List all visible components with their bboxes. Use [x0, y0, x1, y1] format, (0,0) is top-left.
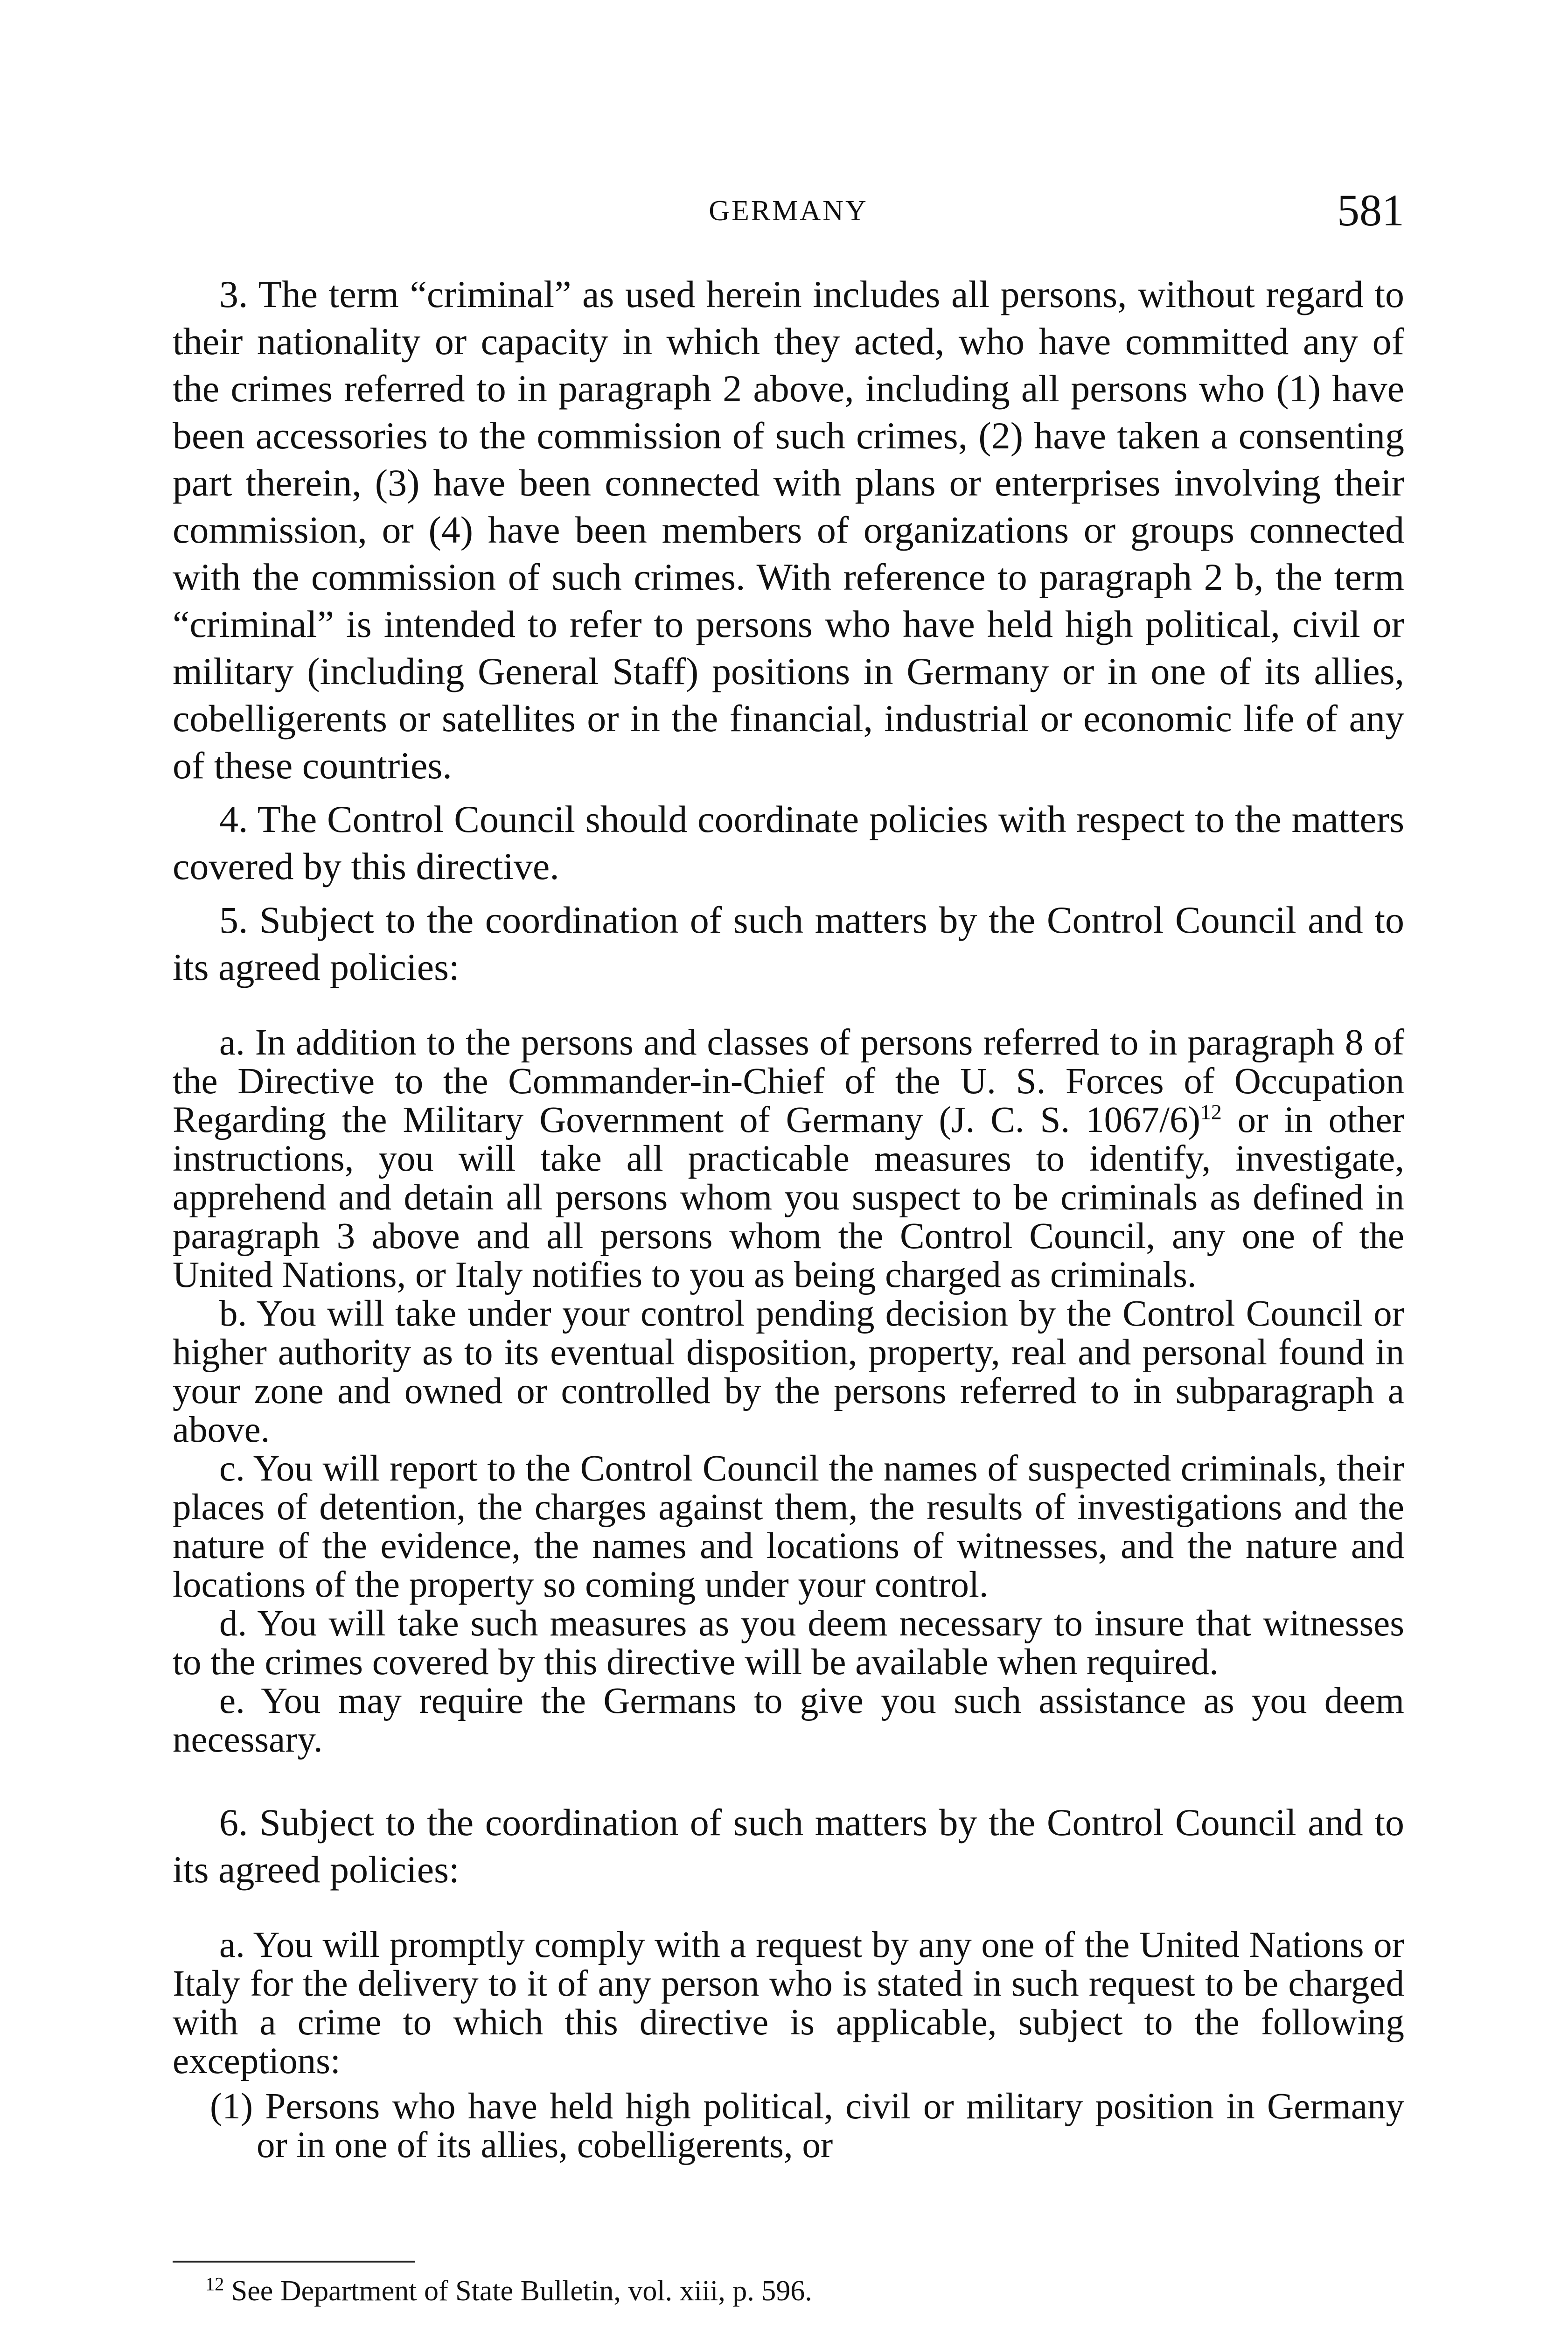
paragraph-6a-1: (1) Persons who have held high political, civil or military position in Germany or in one of its allies, cobelligerents, or	[210, 2086, 1404, 2165]
running-title: GERMANY	[709, 195, 868, 227]
paragraph-6a: a. You will promptly comply with a request by any one of the United Nations or Italy for the delivery to it of any person who is stated in such request to be charged with a crime to which this directive is applicable, subject to the following exceptions:	[173, 1925, 1404, 2082]
paragraph-5: 5. Subject to the coordination of such matters by the Control Council and to its agreed policies:	[173, 899, 1404, 988]
paragraph-5a-text-after: or in other instructions, you will take all practicable measures to identify, investigate, apprehend and detain all persons whom you suspect to be criminals as defined in paragraph 3 above and all persons whom the Control Council, any one of the United Nations, or Italy notifies to you as being charged as criminals.	[173, 1100, 1404, 1295]
footnote-marker: 12	[205, 2273, 224, 2295]
paragraph-5b: b. You will take under your control pending decision by the Control Council or higher authority as to its eventual disposition, property, real and personal found in your zone and owned or controlled by the persons referred to in subparagraph a above.	[173, 1293, 1404, 1450]
footnote-rule	[173, 2261, 415, 2263]
paragraph-4: 4. The Control Council should coordinate policies with respect to the matters covered by this directive.	[173, 798, 1404, 887]
paragraph-5a	[173, 1023, 1404, 1294]
paragraph-5e: e. You may require the Germans to give you such assistance as you deem necessary.	[173, 1681, 1404, 1760]
footnote-text: See Department of State Bulletin, vol. xiii, p. 596.	[231, 2275, 812, 2307]
page-number: 581	[1337, 185, 1404, 235]
paragraph-5c: c. You will report to the Control Council the names of suspected criminals, their places of detention, the charges against them, the results of investigations and the nature of the evidence, the names and locations of witnesses, and the nature and locations of the property so coming under your control.	[173, 1448, 1404, 1605]
footnote	[205, 2275, 812, 2308]
paragraph-6: 6. Subject to the coordination of such matters by the Control Council and to its agreed policies:	[173, 1801, 1404, 1891]
paragraph-5a-text-before: a. In addition to the persons and classes of persons referred to in paragraph 8 of the Directive to the Commander-in-Chief of the U. S. Forces of Occupation Regarding the Military Government of Germany (J. C. S. 1067/6)	[173, 1022, 1404, 1140]
paragraph-5d: d. You will take such measures as you deem necessary to insure that witnesses to the crimes covered by this directive will be available when required.	[173, 1603, 1404, 1683]
running-header	[173, 184, 1404, 236]
footnote-reference: 12	[1200, 1100, 1222, 1124]
body-text	[173, 271, 1404, 2165]
paragraph-3: 3. The term “criminal” as used herein includes all persons, without regard to their nationality or capacity in which they acted, who have committed any of the crimes referred to in paragraph 2 above, including all persons who (1) have been accessories to the commission of such crimes, (2) have taken a consenting part therein, (3) have been connected with plans or enterprises involving their commission, or (4) have been members of organizations or groups connected with the commission of such crimes. With reference to paragraph 2 b, the term “criminal” is intended to refer to persons who have held high political, civil or military (including General Staff) positions in Germany or in one of its allies, cobelligerents or satellites or in the financial, industrial or economic life of any of these countries.	[173, 273, 1404, 787]
